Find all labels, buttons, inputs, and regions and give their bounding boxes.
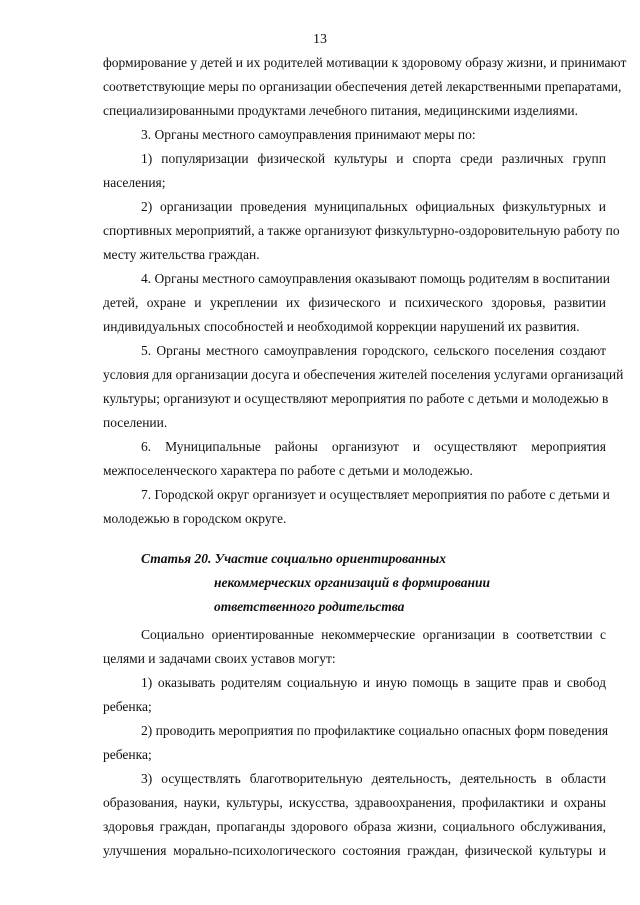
text-line: специализированными продуктами лечебного питания, медицинскими изделиями. xyxy=(103,103,578,118)
text-line: 1) оказывать родителям социальную и иную помощь в защите прав и свобод xyxy=(141,675,606,690)
text-line: Социально ориентированные некоммерческие организации в соответствии с xyxy=(141,627,606,642)
text-line: межпоселенческого характера по работе с детьми и молодежью. xyxy=(103,463,473,478)
text-line: населения; xyxy=(103,175,166,190)
text-line: 2) проводить мероприятия по профилактике социально опасных форм поведения xyxy=(141,723,609,738)
text-line: соответствующие меры по организации обеспечения детей лекарственными препаратами, xyxy=(103,79,622,94)
text-line: здоровья граждан, пропаганды здорового образа жизни, социального обслуживания, xyxy=(103,819,606,834)
article-heading: Статья 20. Участие социально ориентированных xyxy=(141,551,446,566)
text-line: 3) осуществлять благотворительную деятельность, деятельность в области xyxy=(141,771,606,786)
text-line: месту жительства граждан. xyxy=(103,247,260,262)
text-line: детей, охране и укреплении их физического и психического здоровья, развитии xyxy=(103,295,606,310)
text-line: спортивных мероприятий, а также организуют физкультурно-оздоровительную работу по xyxy=(103,223,620,238)
article-heading: ответственного родительства xyxy=(214,599,405,614)
text-line: условия для организации досуга и обеспечения жителей поселения услугами организаций xyxy=(103,367,624,382)
text-line: индивидуальных способностей и необходимой коррекции нарушений их развития. xyxy=(103,319,580,334)
text-line: ребенка; xyxy=(103,747,152,762)
text-line: 5. Органы местного самоуправления городского, сельского поселения создают xyxy=(141,343,606,358)
text-line: поселении. xyxy=(103,415,168,430)
page-number: 13 xyxy=(313,32,327,47)
text-line: 3. Органы местного самоуправления принимают меры по: xyxy=(141,127,476,142)
text-line: 7. Городской округ организует и осуществляет мероприятия по работе с детьми и xyxy=(141,487,610,502)
text-line: образования, науки, культуры, искусства, здравоохранения, профилактики и охраны xyxy=(103,795,606,810)
text-line: 2) организации проведения муниципальных официальных физкультурных и xyxy=(141,199,606,214)
text-line: 6. Муниципальные районы организуют и осуществляют мероприятия xyxy=(141,439,606,454)
text-line: культуры; организуют и осуществляют мероприятия по работе с детьми и молодежью в xyxy=(103,391,609,406)
text-line: молодежью в городском округе. xyxy=(103,511,287,526)
article-heading: некоммерческих организаций в формировании xyxy=(214,575,490,590)
text-line: 4. Органы местного самоуправления оказывают помощь родителям в воспитании xyxy=(141,271,610,286)
text-line: формирование у детей и их родителей мотивации к здоровому образу жизни, и принимают xyxy=(103,55,627,70)
text-line: 1) популяризации физической культуры и спорта среди различных групп xyxy=(141,151,606,166)
text-line: ребенка; xyxy=(103,699,152,714)
text-line: улучшения морально-психологического состояния граждан, физической культуры и xyxy=(103,843,606,858)
text-line: целями и задачами своих уставов могут: xyxy=(103,651,336,666)
